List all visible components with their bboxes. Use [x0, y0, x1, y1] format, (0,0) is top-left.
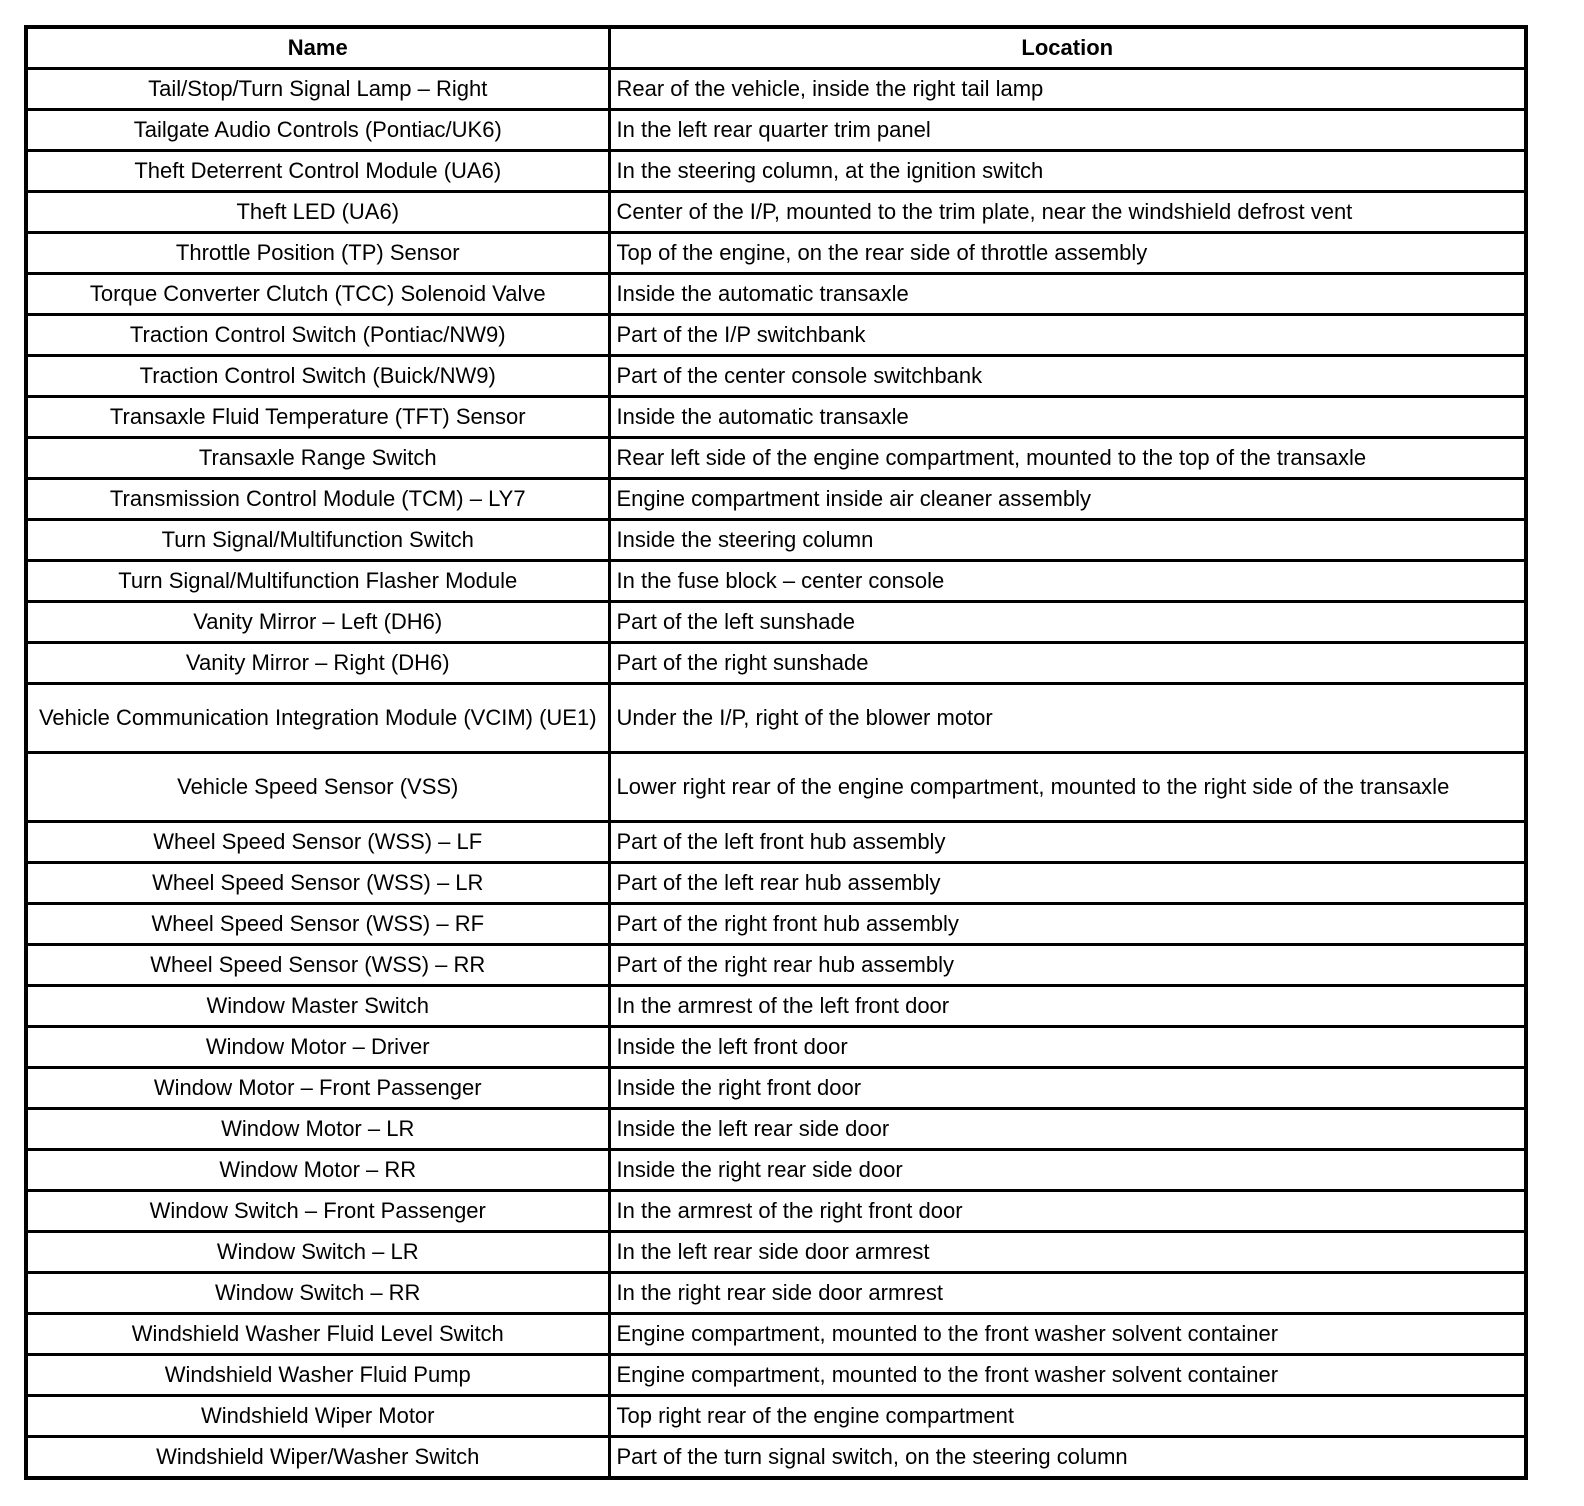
- component-location: Inside the right rear side door: [609, 1150, 1526, 1191]
- component-location: Part of the left rear hub assembly: [609, 863, 1526, 904]
- component-location: In the left rear quarter trim panel: [609, 110, 1526, 151]
- table-row: [26, 233, 1526, 274]
- component-name: Tail/Stop/Turn Signal Lamp – Right: [26, 69, 609, 110]
- table-row: [26, 684, 1526, 753]
- component-location: Top right rear of the engine compartment: [609, 1396, 1526, 1437]
- component-name: Theft LED (UA6): [26, 192, 609, 233]
- component-name: Theft Deterrent Control Module (UA6): [26, 151, 609, 192]
- table-row: [26, 192, 1526, 233]
- component-name: Vanity Mirror – Right (DH6): [26, 643, 609, 684]
- table-row: [26, 822, 1526, 863]
- table-row: [26, 602, 1526, 643]
- table-row: [26, 904, 1526, 945]
- component-location: Part of the center console switchbank: [609, 356, 1526, 397]
- table-row: [26, 1355, 1526, 1396]
- table-row: [26, 438, 1526, 479]
- component-location: Rear left side of the engine compartment, mounted to the top of the transaxle: [609, 438, 1526, 479]
- component-location: Inside the left rear side door: [609, 1109, 1526, 1150]
- header-row: [26, 27, 1526, 69]
- component-location: Under the I/P, right of the blower motor: [609, 684, 1526, 753]
- component-location: Inside the left front door: [609, 1027, 1526, 1068]
- component-name: Window Master Switch: [26, 986, 609, 1027]
- component-location: Inside the steering column: [609, 520, 1526, 561]
- table-row: [26, 561, 1526, 602]
- component-name: Transmission Control Module (TCM) – LY7: [26, 479, 609, 520]
- table-row: [26, 315, 1526, 356]
- component-name: Wheel Speed Sensor (WSS) – LR: [26, 863, 609, 904]
- component-location: In the left rear side door armrest: [609, 1232, 1526, 1273]
- table-row: [26, 986, 1526, 1027]
- component-name: Vehicle Communication Integration Module (VCIM) (UE1): [26, 684, 609, 753]
- component-name: Traction Control Switch (Pontiac/NW9): [26, 315, 609, 356]
- component-location: In the right rear side door armrest: [609, 1273, 1526, 1314]
- component-location: Inside the automatic transaxle: [609, 274, 1526, 315]
- component-location: Engine compartment, mounted to the front washer solvent container: [609, 1355, 1526, 1396]
- table-row: [26, 1191, 1526, 1232]
- component-name: Window Motor – Front Passenger: [26, 1068, 609, 1109]
- component-name: Vehicle Speed Sensor (VSS): [26, 753, 609, 822]
- component-name: Turn Signal/Multifunction Flasher Module: [26, 561, 609, 602]
- component-location: Rear of the vehicle, inside the right tail lamp: [609, 69, 1526, 110]
- component-name: Window Switch – LR: [26, 1232, 609, 1273]
- component-name: Windshield Washer Fluid Pump: [26, 1355, 609, 1396]
- table-row: [26, 1109, 1526, 1150]
- component-location: Top of the engine, on the rear side of throttle assembly: [609, 233, 1526, 274]
- component-location: Part of the right sunshade: [609, 643, 1526, 684]
- component-location: In the armrest of the right front door: [609, 1191, 1526, 1232]
- component-location: Part of the right rear hub assembly: [609, 945, 1526, 986]
- component-name: Windshield Wiper/Washer Switch: [26, 1437, 609, 1479]
- component-name: Window Motor – LR: [26, 1109, 609, 1150]
- table-row: [26, 1027, 1526, 1068]
- table-row: [26, 151, 1526, 192]
- table-row: [26, 753, 1526, 822]
- component-name: Transaxle Range Switch: [26, 438, 609, 479]
- component-name: Wheel Speed Sensor (WSS) – RF: [26, 904, 609, 945]
- component-name: Turn Signal/Multifunction Switch: [26, 520, 609, 561]
- component-location: Engine compartment, mounted to the front washer solvent container: [609, 1314, 1526, 1355]
- component-name: Windshield Washer Fluid Level Switch: [26, 1314, 609, 1355]
- table-row: [26, 643, 1526, 684]
- component-location: In the fuse block – center console: [609, 561, 1526, 602]
- table-row: [26, 479, 1526, 520]
- component-name: Wheel Speed Sensor (WSS) – LF: [26, 822, 609, 863]
- component-location: Center of the I/P, mounted to the trim plate, near the windshield defrost vent: [609, 192, 1526, 233]
- component-locator-table: [24, 25, 1528, 1480]
- component-location: Engine compartment inside air cleaner assembly: [609, 479, 1526, 520]
- table-row: [26, 110, 1526, 151]
- table-row: [26, 397, 1526, 438]
- component-location: Part of the right front hub assembly: [609, 904, 1526, 945]
- table-row: [26, 1437, 1526, 1479]
- component-name: Window Switch – RR: [26, 1273, 609, 1314]
- table-row: [26, 1068, 1526, 1109]
- component-location: In the steering column, at the ignition switch: [609, 151, 1526, 192]
- component-location: Part of the turn signal switch, on the steering column: [609, 1437, 1526, 1479]
- component-location: Part of the I/P switchbank: [609, 315, 1526, 356]
- table-body: [26, 69, 1526, 1479]
- component-name: Torque Converter Clutch (TCC) Solenoid Valve: [26, 274, 609, 315]
- location-column-header: Location: [609, 27, 1526, 69]
- table-row: [26, 1273, 1526, 1314]
- component-location: Part of the left sunshade: [609, 602, 1526, 643]
- component-location: Inside the right front door: [609, 1068, 1526, 1109]
- table-row: [26, 863, 1526, 904]
- table-row: [26, 274, 1526, 315]
- component-name: Traction Control Switch (Buick/NW9): [26, 356, 609, 397]
- component-name: Vanity Mirror – Left (DH6): [26, 602, 609, 643]
- table-row: [26, 356, 1526, 397]
- table-row: [26, 69, 1526, 110]
- component-location: Lower right rear of the engine compartment, mounted to the right side of the transaxle: [609, 753, 1526, 822]
- table-row: [26, 1396, 1526, 1437]
- table-row: [26, 1314, 1526, 1355]
- component-location: Inside the automatic transaxle: [609, 397, 1526, 438]
- component-name: Tailgate Audio Controls (Pontiac/UK6): [26, 110, 609, 151]
- component-name: Wheel Speed Sensor (WSS) – RR: [26, 945, 609, 986]
- component-name: Windshield Wiper Motor: [26, 1396, 609, 1437]
- table-row: [26, 520, 1526, 561]
- table-row: [26, 1232, 1526, 1273]
- component-name: Throttle Position (TP) Sensor: [26, 233, 609, 274]
- component-name: Window Motor – Driver: [26, 1027, 609, 1068]
- table-row: [26, 1150, 1526, 1191]
- component-name: Window Motor – RR: [26, 1150, 609, 1191]
- component-name: Window Switch – Front Passenger: [26, 1191, 609, 1232]
- component-location: Part of the left front hub assembly: [609, 822, 1526, 863]
- component-location: In the armrest of the left front door: [609, 986, 1526, 1027]
- table-row: [26, 945, 1526, 986]
- component-name: Transaxle Fluid Temperature (TFT) Sensor: [26, 397, 609, 438]
- name-column-header: Name: [26, 27, 609, 69]
